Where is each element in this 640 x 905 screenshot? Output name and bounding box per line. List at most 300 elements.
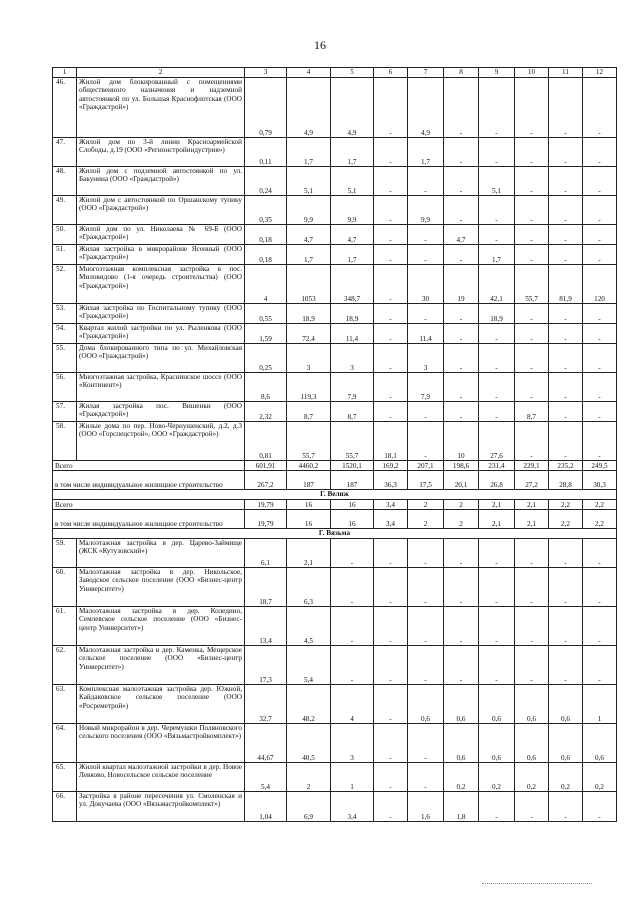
value-cell: 30,3	[583, 471, 617, 490]
value-cell: -	[444, 138, 479, 167]
value-cell: -	[479, 373, 515, 402]
value-cell: 0,81	[245, 422, 287, 461]
value-cell: -	[444, 196, 479, 225]
value-cell: -	[549, 344, 583, 373]
row-number: 51.	[53, 245, 77, 265]
total-row	[53, 471, 617, 490]
table-row	[53, 607, 617, 646]
value-cell: -	[374, 324, 408, 344]
value-cell: 81,9	[549, 265, 583, 304]
value-cell: 11,4	[408, 324, 444, 344]
object-description: Жилой дом с подземной автостоянкой по ул. Бакунина (ООО «Граждастрой»)	[77, 167, 245, 196]
value-cell: -	[549, 792, 583, 822]
value-cell: -	[374, 196, 408, 225]
value-cell: 3,4	[331, 792, 374, 822]
value-cell: -	[515, 138, 549, 167]
value-cell: -	[583, 646, 617, 685]
table-row	[53, 373, 617, 402]
table-row	[53, 324, 617, 344]
value-cell: -	[515, 78, 549, 138]
value-cell: 1,59	[245, 324, 287, 344]
value-cell: 4	[245, 265, 287, 304]
value-cell: 601,91	[245, 461, 287, 471]
value-cell: 3	[408, 344, 444, 373]
value-cell: 20,1	[444, 471, 479, 490]
value-cell: -	[331, 607, 374, 646]
value-cell: 1,04	[245, 792, 287, 822]
row-number: 66.	[53, 792, 77, 822]
value-cell: 16	[287, 510, 331, 529]
table-row	[53, 138, 617, 167]
value-cell: -	[515, 607, 549, 646]
value-cell: -	[374, 167, 408, 196]
total-label: в том числе индивидуальное жилищное строительство	[53, 510, 245, 529]
value-cell: 11,4	[331, 324, 374, 344]
value-cell: 4460,2	[287, 461, 331, 471]
value-cell: 2	[444, 500, 479, 510]
value-cell: -	[408, 422, 444, 461]
value-cell: -	[515, 568, 549, 607]
value-cell: -	[583, 792, 617, 822]
value-cell: -	[515, 324, 549, 344]
value-cell: 27,6	[479, 422, 515, 461]
value-cell: -	[408, 225, 444, 245]
value-cell: 16	[331, 510, 374, 529]
value-cell: 18,1	[374, 422, 408, 461]
row-number: 60.	[53, 568, 77, 607]
value-cell: 0,25	[245, 344, 287, 373]
value-cell: -	[515, 539, 549, 568]
value-cell: -	[549, 196, 583, 225]
row-number: 65.	[53, 763, 77, 792]
value-cell: 9,9	[331, 196, 374, 225]
value-cell: -	[515, 373, 549, 402]
total-row	[53, 510, 617, 529]
value-cell: 0,35	[245, 196, 287, 225]
value-cell: 1,7	[408, 138, 444, 167]
header-cell: 5	[331, 68, 374, 78]
value-cell: 5,4	[245, 763, 287, 792]
value-cell: -	[549, 245, 583, 265]
value-cell: 19	[444, 265, 479, 304]
value-cell: -	[374, 138, 408, 167]
value-cell: -	[479, 568, 515, 607]
value-cell: 8,7	[287, 402, 331, 422]
value-cell: 55,7	[287, 422, 331, 461]
value-cell: -	[549, 607, 583, 646]
value-cell: 40,5	[287, 724, 331, 763]
city-heading-row	[53, 529, 617, 539]
total-label: Всего	[53, 461, 245, 471]
city-heading-row	[53, 490, 617, 500]
value-cell: 9,9	[287, 196, 331, 225]
table-row	[53, 78, 617, 138]
row-number: 62.	[53, 646, 77, 685]
value-cell: 48,2	[287, 685, 331, 724]
table-row	[53, 422, 617, 461]
value-cell: 0,2	[549, 763, 583, 792]
table-row	[53, 225, 617, 245]
value-cell: 0,11	[245, 138, 287, 167]
value-cell: 18,7	[245, 568, 287, 607]
city-heading: Г. Велиж	[53, 490, 617, 500]
value-cell: 72,4	[287, 324, 331, 344]
header-cell: 6	[374, 68, 408, 78]
header-cell: 11	[549, 68, 583, 78]
value-cell: -	[444, 344, 479, 373]
value-cell: 2,32	[245, 402, 287, 422]
value-cell: -	[444, 167, 479, 196]
value-cell: -	[408, 646, 444, 685]
value-cell: -	[374, 402, 408, 422]
table-row	[53, 344, 617, 373]
value-cell: -	[549, 373, 583, 402]
table-row	[53, 568, 617, 607]
value-cell: 7,9	[331, 373, 374, 402]
value-cell: -	[583, 225, 617, 245]
value-cell: -	[549, 167, 583, 196]
value-cell: -	[408, 304, 444, 324]
object-description: Квартал жилой застройки по ул. Рыленкова (ООО «Граждастрой»)	[77, 324, 245, 344]
header-cell: 3	[245, 68, 287, 78]
value-cell: -	[549, 539, 583, 568]
value-cell: -	[374, 265, 408, 304]
value-cell: -	[515, 167, 549, 196]
value-cell: -	[444, 402, 479, 422]
value-cell: -	[479, 138, 515, 167]
value-cell: -	[444, 78, 479, 138]
value-cell: -	[549, 225, 583, 245]
value-cell: 2	[408, 500, 444, 510]
value-cell: -	[583, 373, 617, 402]
object-description: Многоэтажная застройка, Краснинское шоссе (ООО «Континент»)	[77, 373, 245, 402]
value-cell: 27,2	[515, 471, 549, 490]
value-cell: -	[408, 539, 444, 568]
value-cell: -	[549, 568, 583, 607]
value-cell: 32,7	[245, 685, 287, 724]
value-cell: 169,2	[374, 461, 408, 471]
value-cell: 0,55	[245, 304, 287, 324]
row-number: 61.	[53, 607, 77, 646]
value-cell: 9,9	[408, 196, 444, 225]
value-cell: 19,79	[245, 500, 287, 510]
table-row	[53, 763, 617, 792]
value-cell: 2,2	[583, 500, 617, 510]
value-cell: -	[583, 138, 617, 167]
value-cell: 17,5	[408, 471, 444, 490]
value-cell: 55,7	[331, 422, 374, 461]
value-cell: -	[374, 792, 408, 822]
value-cell: 2,1	[479, 500, 515, 510]
object-description: Новый микрорайон в дер. Черемушки Поляновского сельского поселения (ООО «Вязьмастройкомплект»)	[77, 724, 245, 763]
housing-construction-table	[52, 67, 617, 822]
value-cell: -	[515, 304, 549, 324]
object-description: Жилой дом блокированный с помещениями общественного назначения и надземной автостоянкой по ул. Большая Краснофлотская (ООО «Граждастрой»)	[77, 78, 245, 138]
value-cell: 26,8	[479, 471, 515, 490]
value-cell: -	[583, 78, 617, 138]
value-cell: 4	[331, 685, 374, 724]
value-cell: -	[583, 324, 617, 344]
value-cell: 207,1	[408, 461, 444, 471]
table-row	[53, 304, 617, 324]
value-cell: -	[549, 138, 583, 167]
value-cell: 6,1	[245, 539, 287, 568]
value-cell: 0,79	[245, 78, 287, 138]
value-cell: -	[515, 646, 549, 685]
row-number: 47.	[53, 138, 77, 167]
row-number: 57.	[53, 402, 77, 422]
value-cell: -	[444, 324, 479, 344]
value-cell: 2,2	[549, 500, 583, 510]
object-description: Жилой дом с автостоянкой по Оршанскому тупику (ООО «Граждастрой»)	[77, 196, 245, 225]
scan-artifact	[482, 883, 592, 885]
value-cell: -	[444, 245, 479, 265]
value-cell: -	[583, 304, 617, 324]
row-number: 50.	[53, 225, 77, 245]
value-cell: 2	[408, 510, 444, 529]
value-cell: 1,7	[479, 245, 515, 265]
value-cell: -	[479, 607, 515, 646]
object-description: Жилая застройка пос. Вишенки (ООО «Граждастрой»)	[77, 402, 245, 422]
value-cell: -	[374, 685, 408, 724]
value-cell: 0,18	[245, 245, 287, 265]
value-cell: -	[583, 568, 617, 607]
row-number: 59.	[53, 539, 77, 568]
value-cell: 0,6	[408, 685, 444, 724]
value-cell: 4,7	[444, 225, 479, 245]
value-cell: -	[583, 245, 617, 265]
row-number: 53.	[53, 304, 77, 324]
total-row	[53, 461, 617, 471]
value-cell: -	[408, 402, 444, 422]
value-cell: -	[583, 607, 617, 646]
header-cell: 12	[583, 68, 617, 78]
value-cell: -	[408, 607, 444, 646]
value-cell: 0,6	[444, 724, 479, 763]
value-cell: 267,2	[245, 471, 287, 490]
value-cell: 8,7	[331, 402, 374, 422]
value-cell: 3,4	[374, 510, 408, 529]
row-number: 56.	[53, 373, 77, 402]
value-cell: -	[374, 568, 408, 607]
value-cell: 1053	[287, 265, 331, 304]
value-cell: -	[479, 196, 515, 225]
value-cell: -	[374, 724, 408, 763]
value-cell: -	[479, 225, 515, 245]
value-cell: -	[479, 402, 515, 422]
object-description: Жилой квартал малоэтажной застройки в дер. Новое Левково, Новосельское сельское поселение	[77, 763, 245, 792]
value-cell: 0,18	[245, 225, 287, 245]
value-cell: 2,1	[515, 510, 549, 529]
value-cell: 8,6	[245, 373, 287, 402]
value-cell: 18,9	[287, 304, 331, 324]
value-cell: 4,9	[287, 78, 331, 138]
value-cell: 7,9	[408, 373, 444, 402]
value-cell: 36,3	[374, 471, 408, 490]
value-cell: 4,7	[287, 225, 331, 245]
value-cell: 1,7	[287, 245, 331, 265]
value-cell: 348,7	[331, 265, 374, 304]
table-row	[53, 402, 617, 422]
value-cell: 28,8	[549, 471, 583, 490]
value-cell: 10	[444, 422, 479, 461]
value-cell: 249,5	[583, 461, 617, 471]
value-cell: -	[331, 646, 374, 685]
object-description: Жилая застройка в микрорайоне Ясенный (ООО «Граждастрой»)	[77, 245, 245, 265]
value-cell: 55,7	[515, 265, 549, 304]
value-cell: 1,7	[287, 138, 331, 167]
table-row	[53, 792, 617, 822]
header-cell: 10	[515, 68, 549, 78]
row-number: 46.	[53, 78, 77, 138]
value-cell: -	[374, 607, 408, 646]
value-cell: -	[374, 539, 408, 568]
value-cell: -	[374, 225, 408, 245]
header-cell: 1	[53, 68, 77, 78]
city-heading: Г. Вязьма	[53, 529, 617, 539]
value-cell: -	[479, 78, 515, 138]
value-cell: 1,7	[331, 245, 374, 265]
value-cell: -	[583, 167, 617, 196]
total-label: Всего	[53, 500, 245, 510]
value-cell: 2,2	[549, 510, 583, 529]
value-cell: -	[408, 245, 444, 265]
value-cell: 1520,1	[331, 461, 374, 471]
value-cell: 0,6	[583, 724, 617, 763]
value-cell: -	[515, 225, 549, 245]
value-cell: 3	[331, 344, 374, 373]
value-cell: 5,1	[479, 167, 515, 196]
header-cell: 8	[444, 68, 479, 78]
value-cell: -	[583, 344, 617, 373]
object-description: Дома блокированного типа по ул. Михайловская (ООО «Граждастрой»)	[77, 344, 245, 373]
value-cell: -	[479, 646, 515, 685]
value-cell: -	[515, 792, 549, 822]
value-cell: 5,1	[287, 167, 331, 196]
value-cell: 0,6	[549, 685, 583, 724]
value-cell: 44,67	[245, 724, 287, 763]
value-cell: -	[479, 539, 515, 568]
value-cell: -	[549, 422, 583, 461]
value-cell: -	[408, 568, 444, 607]
value-cell: 0,2	[583, 763, 617, 792]
value-cell: 5,1	[331, 167, 374, 196]
table-row	[53, 245, 617, 265]
value-cell: 198,6	[444, 461, 479, 471]
value-cell: 3	[331, 724, 374, 763]
row-number: 64.	[53, 724, 77, 763]
value-cell: 119,3	[287, 373, 331, 402]
value-cell: 187	[287, 471, 331, 490]
value-cell: 6,9	[287, 792, 331, 822]
value-cell: 4,7	[331, 225, 374, 245]
value-cell: 187	[331, 471, 374, 490]
value-cell: 1	[331, 763, 374, 792]
value-cell: -	[479, 324, 515, 344]
value-cell: 4,9	[331, 78, 374, 138]
header-cell: 2	[77, 68, 245, 78]
value-cell: -	[549, 78, 583, 138]
row-number: 54.	[53, 324, 77, 344]
value-cell: -	[408, 763, 444, 792]
value-cell: 8,7	[515, 402, 549, 422]
value-cell: 231,4	[479, 461, 515, 471]
value-cell: -	[515, 245, 549, 265]
table-row	[53, 167, 617, 196]
table-row	[53, 196, 617, 225]
value-cell: 0,2	[444, 763, 479, 792]
value-cell: -	[374, 344, 408, 373]
value-cell: 18,9	[331, 304, 374, 324]
object-description: Жилая застройка по Госпитальному тупику (ООО «Граждастрой»)	[77, 304, 245, 324]
value-cell: -	[444, 607, 479, 646]
value-cell: -	[583, 402, 617, 422]
value-cell: -	[408, 167, 444, 196]
object-description: Застройка в районе пересечения ул. Смоленская и ул. Докучаева (ООО «Вязьмастройкомплект»)	[77, 792, 245, 822]
table-row	[53, 646, 617, 685]
value-cell: 0,6	[479, 685, 515, 724]
column-number-header	[53, 68, 617, 78]
value-cell: 0,24	[245, 167, 287, 196]
value-cell: 2,2	[583, 510, 617, 529]
value-cell: -	[374, 304, 408, 324]
value-cell: 1	[583, 685, 617, 724]
value-cell: -	[444, 304, 479, 324]
row-number: 49.	[53, 196, 77, 225]
value-cell: 0,2	[479, 763, 515, 792]
value-cell: -	[583, 422, 617, 461]
value-cell: 16	[331, 500, 374, 510]
value-cell: -	[479, 792, 515, 822]
value-cell: -	[515, 196, 549, 225]
value-cell: -	[444, 568, 479, 607]
header-cell: 7	[408, 68, 444, 78]
value-cell: -	[515, 344, 549, 373]
object-description: Многоэтажная комплексная застройка в пос. Миловидово (1-я очередь строительства) (ООО «Граждастрой»)	[77, 265, 245, 304]
value-cell: 1,6	[408, 792, 444, 822]
value-cell: 19,79	[245, 510, 287, 529]
page-number: 16	[314, 38, 326, 52]
object-description: Малоэтажная застройка в дер. Коледино, Семлевское сельское поселение (ООО «Бизнес-центр Университет»)	[77, 607, 245, 646]
value-cell: -	[331, 568, 374, 607]
value-cell: 1,7	[331, 138, 374, 167]
value-cell: 0,6	[549, 724, 583, 763]
value-cell: 0,6	[479, 724, 515, 763]
value-cell: -	[549, 304, 583, 324]
object-description: Жилой дом по ул. Николаева № 69-Б (ООО «Граждастрой»)	[77, 225, 245, 245]
value-cell: 2,1	[479, 510, 515, 529]
total-row	[53, 500, 617, 510]
value-cell: -	[374, 245, 408, 265]
table-row	[53, 265, 617, 304]
object-description: Малоэтажная застройка в дер. Каменка, Мещерское сельское поселение (ООО «Бизнес-центр Университет»)	[77, 646, 245, 685]
row-number: 58.	[53, 422, 77, 461]
row-number: 48.	[53, 167, 77, 196]
value-cell: 4,9	[408, 78, 444, 138]
value-cell: 0,6	[515, 685, 549, 724]
value-cell: 42,1	[479, 265, 515, 304]
object-description: Малоэтажная застройка в дер. Никольское, Заводское сельское поселение (ООО «Бизнес-центр Университет»)	[77, 568, 245, 607]
header-cell: 4	[287, 68, 331, 78]
value-cell: 235,2	[549, 461, 583, 471]
value-cell: 2,1	[287, 539, 331, 568]
value-cell: 2	[444, 510, 479, 529]
table-row	[53, 724, 617, 763]
value-cell: 0,2	[515, 763, 549, 792]
value-cell: -	[374, 646, 408, 685]
value-cell: 13,4	[245, 607, 287, 646]
value-cell: -	[374, 373, 408, 402]
